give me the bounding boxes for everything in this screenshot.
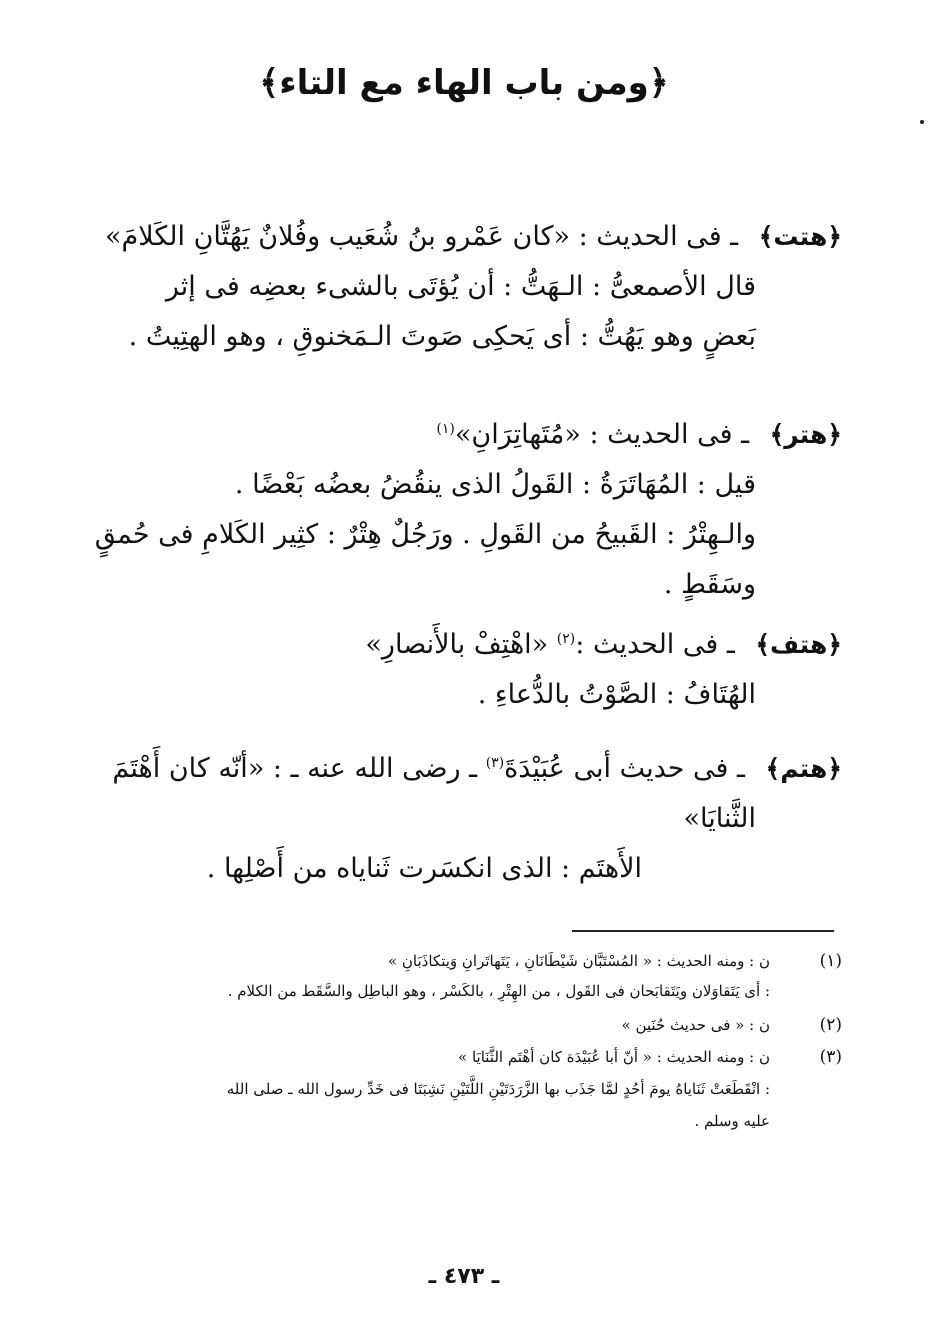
stray-mark — [920, 120, 924, 124]
page-number: ـ ٤٧٣ ـ — [428, 1264, 500, 1289]
entry-hatm — [82, 744, 842, 894]
entry-line: قيل : المُهَاتَرَةُ : القَولُ الذى ينقُضُ بعضُه بَعْضًا . — [234, 469, 756, 500]
entry-headword: ﴿هتم﴾ — [765, 754, 842, 783]
footnote-2 — [82, 1014, 842, 1036]
footnote-1 — [82, 950, 842, 972]
entry-line: قال الأصمعىُّ : الـهَتُّ : أن يُؤتَى بالشىء بعضِه فى إثر — [165, 271, 756, 302]
entry-hatf — [82, 620, 842, 720]
entry-hatr — [82, 410, 842, 610]
entry-line: والـهِتْرُ : القَبيحُ من القَولِ . ورَجُلٌ هِتْرٌ : كثِير الكَلامِ فى حُمقٍ — [94, 519, 756, 550]
footnote-3-continuation: : انْقَطَعَتْ ثَنَاياهُ يومَ أحُدٍ لمَّا جَذَب بها الزَّرَدَتَيْنِ اللَّتَيْنِ نَشِبَتَا فى خَدِّ رسول الله ـ صلى الله — [226, 1080, 770, 1098]
footnote-number: (٣) — [819, 1047, 842, 1067]
entry-line — [82, 212, 842, 262]
footnote-ref: (٣) — [485, 755, 505, 771]
footnote-rule — [572, 930, 834, 932]
footnote-ref: (٢) — [556, 631, 576, 647]
entry-text: «اهْتِفْ بالأَنصارِ» — [365, 629, 549, 660]
footnote-3 — [82, 1046, 842, 1068]
footnote-text: ن : ومنه الحديث : « المُسْتَبَّان شَيْطَانَانِ ، يَتَهاتَرانِ وَيتكاذَبَانِ » — [387, 952, 770, 970]
entry-line — [82, 620, 842, 670]
entry-line — [82, 744, 842, 794]
footnote-number: (٢) — [819, 1015, 842, 1035]
entry-line: الهُتَافُ : الصَّوْتُ بالدُّعاءِ . — [477, 679, 756, 710]
footnote-text: ن : « فى حديث حُنَين » — [621, 1016, 770, 1034]
entry-hatt — [82, 212, 842, 362]
entry-text: ـ رضى الله عنه ـ : «أنّه كان أَهْتَمَ — [112, 753, 478, 784]
chapter-title: ﴿ومن باب الهاء مع التاء﴾ — [259, 63, 669, 103]
footnote-number: (١) — [819, 951, 842, 971]
entry-headword: ﴿هتر﴾ — [769, 420, 842, 449]
entry-text: ـ فى الحديث : «كان عَمْرو بنُ شُعَيب وفُلانٌ يَهُتَّانِ الكَلامَ» — [105, 221, 739, 252]
entry-line: بَعضٍ وهو يَهُتُّ : أى يَحكِى صَوتَ الـمَخنوقِ ، وهو الهتِيتُ . — [128, 321, 756, 352]
entry-text: ـ فى حديث أبى عُبَيْدَةَ — [504, 753, 745, 784]
footnote-3-continuation: عليه وسلم . — [694, 1112, 770, 1130]
entry-line: وسَقَطٍ . — [663, 569, 756, 600]
footnote-ref: (١) — [436, 421, 455, 437]
entry-line: الثَّنايَا» — [683, 803, 756, 834]
footnote-1-continuation: : أى يَتَقاوَلان ويَتَقابَحان فى القَول ، من الهِتْرِ ، بالكَسْر ، وهو الباطِل والسَّقَط من الكلام . — [227, 982, 770, 1000]
entry-headword: ﴿هتت﴾ — [758, 222, 842, 251]
entry-line: الأَهتَم : الذى انكسَرت ثَناياه من أَصْلِها . — [206, 853, 642, 884]
entry-line — [82, 410, 842, 460]
entry-headword: ﴿هتف﴾ — [755, 630, 842, 659]
entry-text: ـ فى الحديث : «مُتَهاتِرَانِ» — [454, 419, 750, 450]
entry-text: ـ فى الحديث : — [575, 629, 735, 660]
footnote-text: ن : ومنه الحديث : « أنّ أبا عُبَيْدَة كان أهْتَم الثَّنَايَا » — [458, 1048, 770, 1066]
